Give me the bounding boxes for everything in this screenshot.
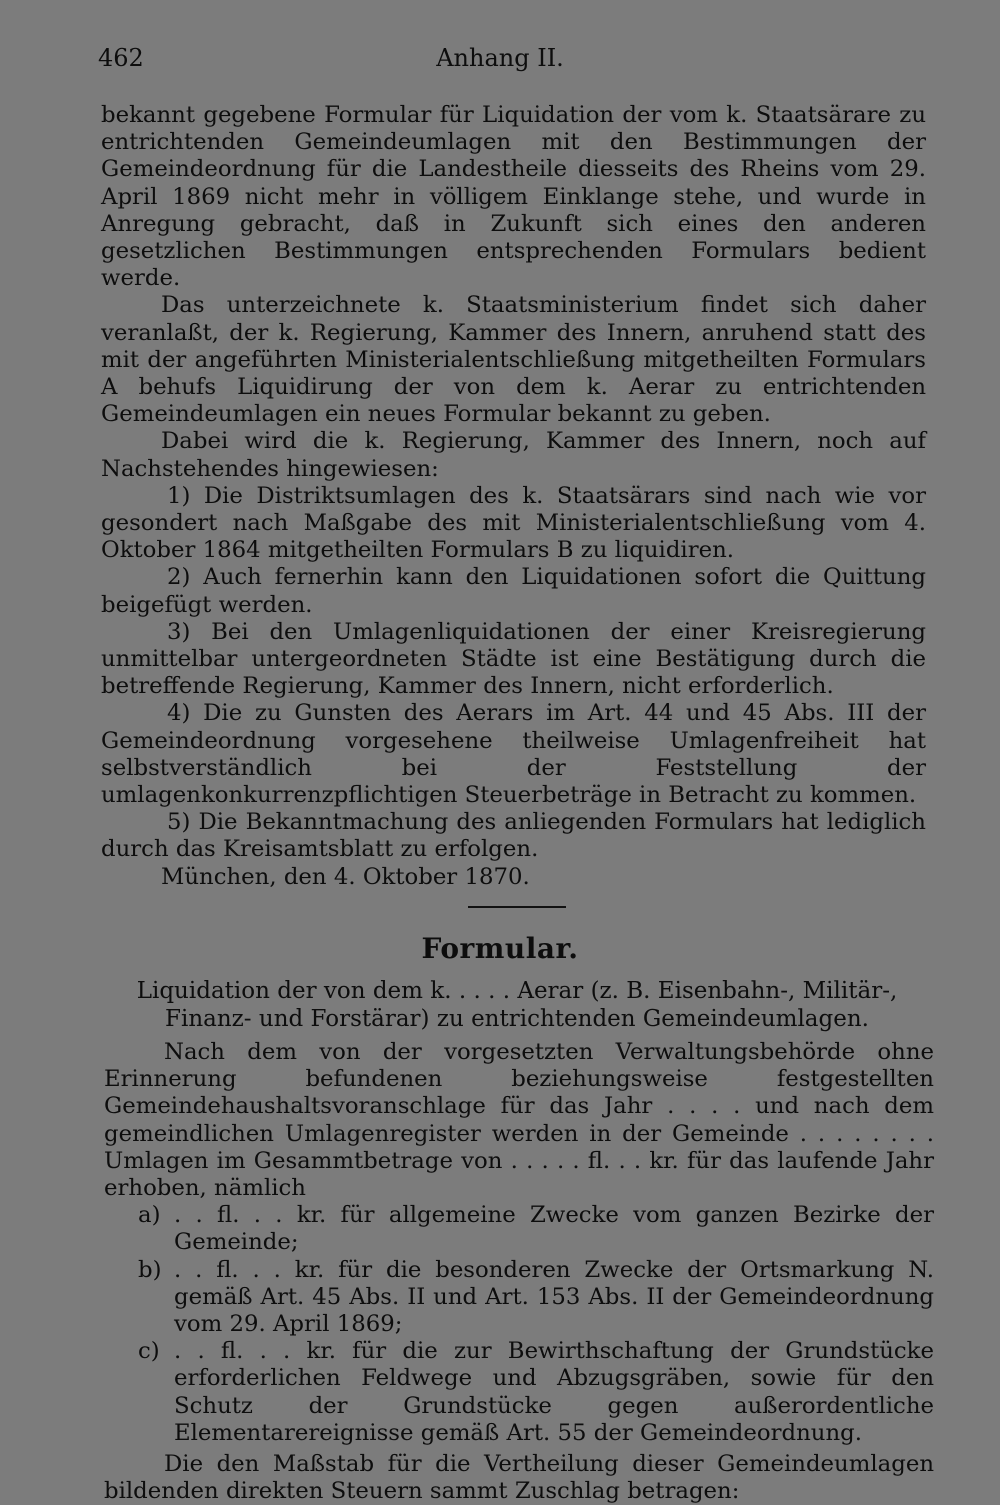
list-marker: c) xyxy=(138,1338,160,1365)
form-paragraph: Die den Maßstab für die Vertheilung dieser Gemeindeumlagen bildenden direkten Steuern sammt Zuschlag betragen: xyxy=(104,1451,934,1505)
paragraph-continued: bekannt gegebene Formular für Liquidation der vom k. Staatsärare zu entrichtenden Gemeindeumlagen mit den Bestimmungen der Gemeindeordnung für die Landestheile diesseits des Rheins vom 29. April 1869 nicht mehr in völligem Einklange stehe, und wurde in Anregung gebracht, daß in Zukunft sich eines den anderen gesetzlichen Bestimmungen entsprechenden Formulars bedient werde. xyxy=(101,102,926,292)
list-item xyxy=(104,1202,934,1256)
instruction-item: 2) Auch fernerhin kann den Liquidationen sofort die Quittung beigefügt werden. xyxy=(101,564,926,618)
section-divider xyxy=(468,906,566,908)
form-title: Formular. xyxy=(421,932,579,965)
form-subtitle: Liquidation der von dem k. . . . . Aerar (z. B. Eisenbahn-, Militär-, Finanz- und Forstärar) zu entrichtenden Gemeindeumlagen. xyxy=(136,978,898,1032)
instruction-item: 4) Die zu Gunsten des Aerars im Art. 44 und 45 Abs. III der Gemeindeordnung vorgesehene theilweise Umlagenfreiheit hat selbstverständlich bei der Feststellung der umlagenkonkurrenzpflichtigen Steuerbeträge in Betracht zu kommen. xyxy=(101,700,926,809)
levy-list xyxy=(104,1202,934,1447)
list-marker: b) xyxy=(138,1256,162,1283)
list-item-text: . . fl. . . kr. für die zur Bewirthschaftung der Grundstücke erforderlichen Feldwege und Abzugsgräben, sowie für den Schutz der Grundstücke gegen außerordentliche Elementarereignisse gemäß Art. 55 der Gemeindeordnung. xyxy=(174,1338,934,1446)
list-item xyxy=(104,1257,934,1339)
list-marker: a) xyxy=(138,1202,161,1229)
list-item xyxy=(104,1338,934,1447)
list-item-text: . . fl. . . kr. für allgemeine Zwecke vom ganzen Bezirke der Gemeinde; xyxy=(174,1202,934,1256)
date-signoff: München, den 4. Oktober 1870. xyxy=(161,863,530,890)
paragraph-instructions: Dabei wird die k. Regierung, Kammer des Innern, noch auf Nachstehendes hingewiesen: xyxy=(101,428,926,482)
instruction-item: 1) Die Distriktsumlagen des k. Staatsärars sind nach wie vor gesondert nach Maßgabe des mit Ministerialentschließung vom 4. Oktober 1864 mitgetheilten Formulars B zu liquidiren. xyxy=(101,482,926,564)
page-number: 462 xyxy=(98,44,144,72)
list-item-text: . . fl. . . kr. für die besonderen Zwecke der Ortsmarkung N. gemäß Art. 45 Abs. II und Art. 153 Abs. II der Gemeindeordnung vom 29. April 1869; xyxy=(174,1256,934,1338)
instruction-item: 3) Bei den Umlagenliquidationen der einer Kreisregierung unmittelbar untergeordneten Städte ist eine Bestätigung durch die betreffende Regierung, Kammer des Innern, nicht erforderlich. xyxy=(101,618,926,700)
instruction-item: 5) Die Bekanntmachung des anliegenden Formulars hat lediglich durch das Kreisamtsblatt zu erfolgen. xyxy=(101,809,926,863)
form-paragraph: Nach dem von der vorgesetzten Verwaltungsbehörde ohne Erinnerung befundenen beziehungsweise festgestellten Gemeindehaushaltsvoranschlage für das Jahr . . . . und nach dem gemeindlichen Umlagenregister werden in der Gemeinde . . . . . . . . Umlagen im Gesammtbetrage von . . . . . fl. . . kr. für das laufende Jahr erhoben, nämlich xyxy=(104,1039,934,1202)
ministerial-text xyxy=(101,102,926,891)
form-body xyxy=(104,1039,934,1505)
page-header xyxy=(98,44,902,76)
paragraph-announcement: Das unterzeichnete k. Staatsministerium findet sich daher veranlaßt, der k. Regierung, Kammer des Innern, anruhend statt des mit der angeführten Ministerialentschließung mitgetheilten Formulars A behufs Liquidirung der von dem k. Aerar zu entrichtenden Gemeindeumlagen ein neues Formular bekannt zu geben. xyxy=(101,292,926,428)
running-head: Anhang II. xyxy=(436,44,564,72)
